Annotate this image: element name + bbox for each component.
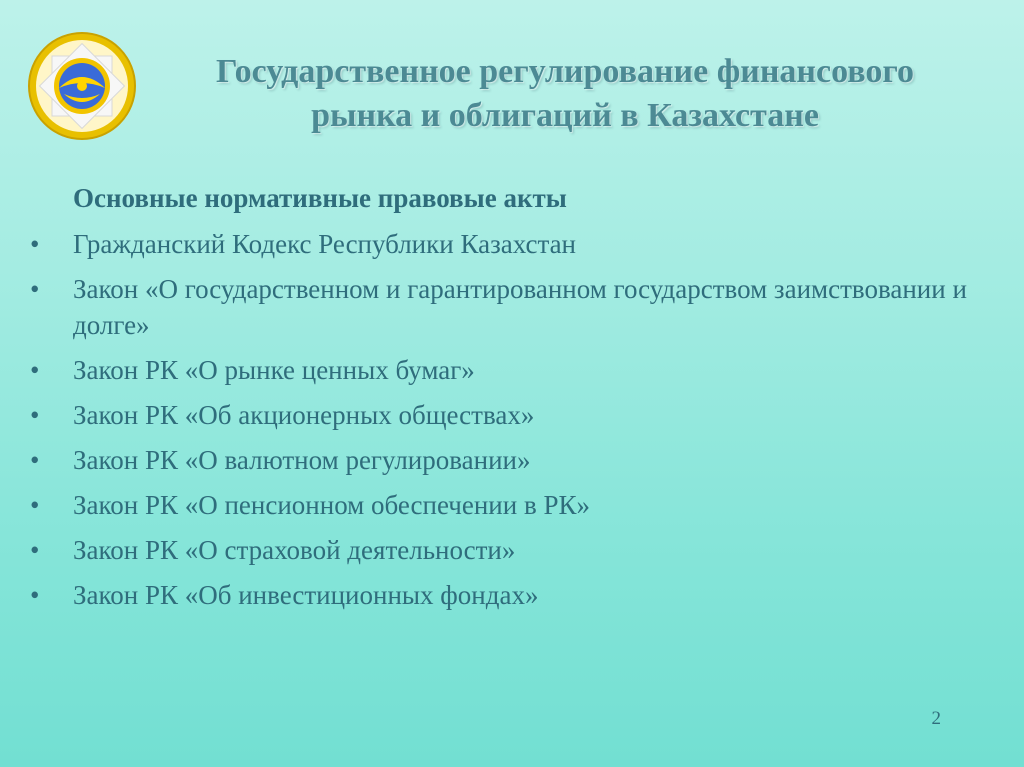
list-item <box>30 271 990 343</box>
list-item <box>30 532 990 568</box>
section-heading: Основные нормативные правовые акты <box>73 183 567 213</box>
legal-acts-list <box>30 226 990 622</box>
list-item <box>30 352 990 388</box>
slide-title: Государственное регулирование финансового рынка и облигаций в Казахстане <box>216 53 914 134</box>
bullet-icon: • <box>30 400 40 430</box>
bullet-icon: • <box>30 274 40 304</box>
list-item-text: Гражданский Кодекс Республики Казахстан <box>73 229 577 259</box>
list-item-text: Закон «О государственном и гарантированном государством заимствовании и долге» <box>73 274 967 340</box>
list-item <box>30 442 990 478</box>
bullet-icon: • <box>30 580 40 610</box>
list-item-text: Закон РК «Об инвестиционных фондах» <box>73 580 539 610</box>
list-item-text: Закон РК «О страховой деятельности» <box>73 535 516 565</box>
bullet-icon: • <box>30 445 40 475</box>
list-item-text: Закон РК «О пенсионном обеспечении в РК» <box>73 490 590 520</box>
bullet-icon: • <box>30 490 40 520</box>
page-number: 2 <box>931 708 941 729</box>
bullet-icon: • <box>30 229 40 259</box>
list-item-text: Закон РК «О валютном регулировании» <box>73 445 531 475</box>
list-item <box>30 226 990 262</box>
list-item <box>30 397 990 433</box>
list-item <box>30 487 990 523</box>
list-item-text: Закон РК «О рынке ценных бумаг» <box>73 355 475 385</box>
emblem-icon <box>26 30 138 142</box>
list-item-text: Закон РК «Об акционерных обществах» <box>73 400 535 430</box>
list-item <box>30 577 990 613</box>
bullet-icon: • <box>30 535 40 565</box>
bullet-icon: • <box>30 355 40 385</box>
